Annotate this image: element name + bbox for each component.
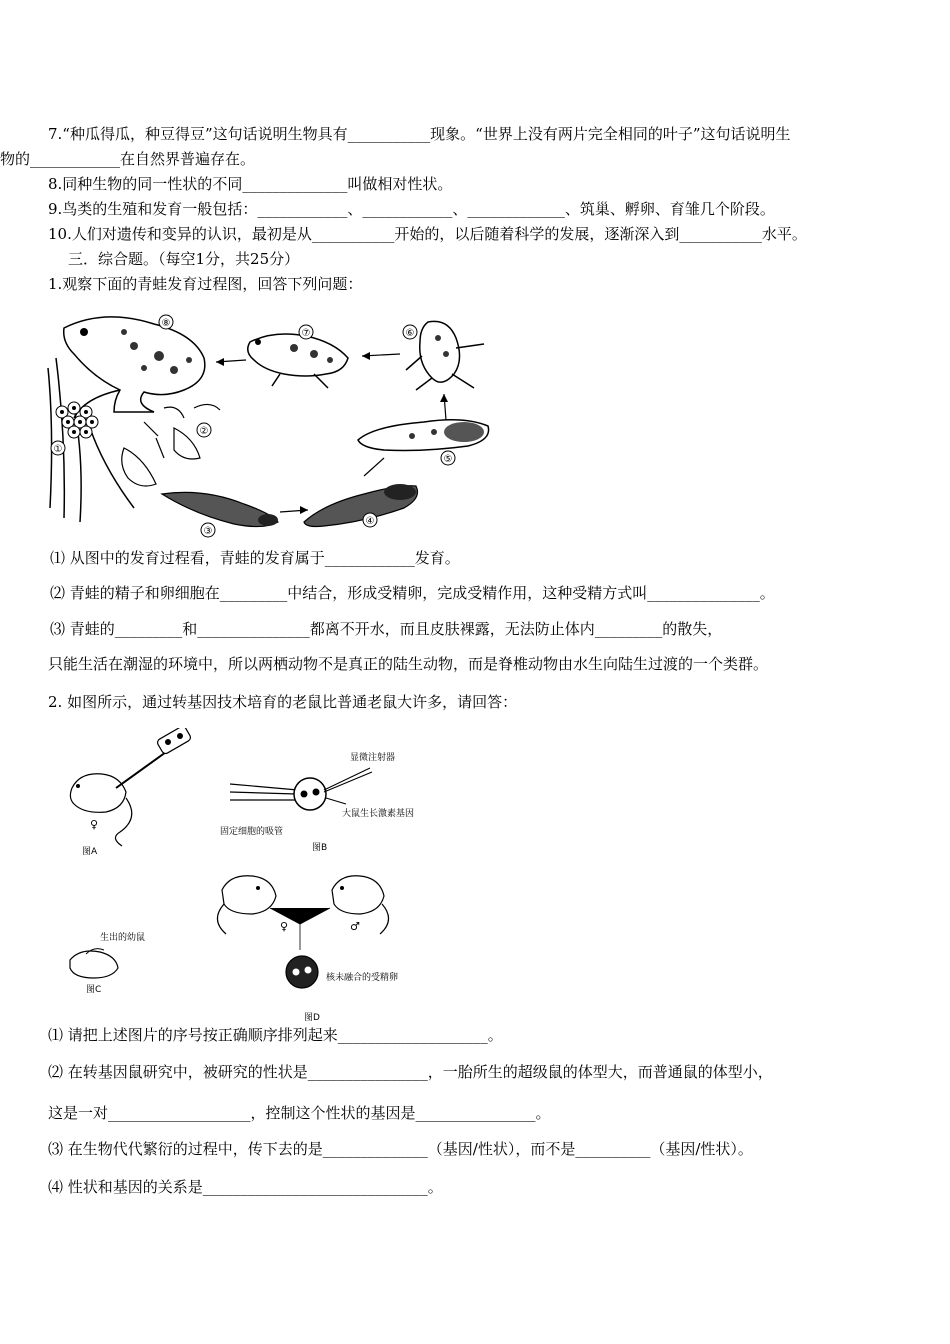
tadpole-stage-4 xyxy=(304,484,418,527)
syringe-label: 显微注射器 xyxy=(350,753,396,763)
problem1-q1: ⑴ 从图中的发育过程看，青蛙的发育属于____________发育。 xyxy=(50,549,460,567)
q7-line-b: 物的____________在自然界普遍存在。 xyxy=(0,150,256,168)
figure-d-parents-and-egg xyxy=(217,876,388,988)
problem1-q3-cont: 只能生活在潮湿的环境中，所以两栖动物不是真正的陆生动物，而是脊椎动物由水生向陆生过渡的一个类群。 xyxy=(48,655,769,673)
figure-a-mouse-injection xyxy=(70,728,191,846)
young-frog-illustration xyxy=(248,334,348,388)
figure-b-label: 图B xyxy=(312,843,328,853)
figure-c-pups xyxy=(70,949,118,978)
frog-label-3: ③ xyxy=(203,526,213,537)
unfused-egg-label: 核未融合的受精卵 xyxy=(326,973,399,983)
growth-gene-label: 大鼠生长激素基因 xyxy=(342,809,415,819)
frog-label-5: ⑤ xyxy=(443,454,453,465)
figure-b-microinjection xyxy=(230,768,372,810)
problem1-q3: ⑶ 青蛙的_________和_______________都离不开水，而且皮肤裸露，无法防止体内_________的散失， xyxy=(50,620,723,638)
adult-frog-illustration xyxy=(64,317,205,418)
problem1-title: 1.观察下面的青蛙发育过程图，回答下列问题： xyxy=(48,275,363,293)
problem2-q3: ⑶ 在生物代代繁衍的过程中，传下去的是______________（基因/性状），而不是__________（基因/性状）。 xyxy=(48,1140,753,1158)
q10-line: 10.人们对遗传和变异的认识，最初是从___________开始的，以后随着科学的发展，逐渐深入到___________水平。 xyxy=(48,225,807,243)
tadpole-stage-5 xyxy=(358,420,489,451)
figure-a-female-symbol: ♀ xyxy=(90,818,99,831)
problem1-q2: ⑵ 青蛙的精子和卵细胞在_________中结合，形成受精卵，完成受精作用，这种受精方式叫_______________。 xyxy=(50,584,775,602)
q8-line: 8.同种生物的同一性状的不同______________叫做相对性状。 xyxy=(48,175,453,193)
transgenic-mouse-figure xyxy=(60,728,440,1026)
problem2-q1: ⑴ 请把上述图片的序号按正确顺序排列起来____________________。 xyxy=(48,1026,503,1044)
tadpole-stage-3 xyxy=(162,492,278,526)
figure-d-female-symbol: ♀ xyxy=(280,920,289,933)
frog-label-1: ① xyxy=(53,444,63,455)
pipette-label: 固定细胞的吸管 xyxy=(220,827,284,837)
frog-label-7: ⑦ xyxy=(301,328,311,339)
figure-c-label: 图C xyxy=(86,985,102,995)
figure-d-label: 图D xyxy=(304,1013,320,1023)
frog-label-8: ⑧ xyxy=(161,318,171,329)
problem2-title: 2. 如图所示，通过转基因技术培育的老鼠比普通老鼠大许多，请回答： xyxy=(48,693,518,711)
problem2-q4: ⑷ 性状和基因的关系是______________________________。 xyxy=(48,1178,443,1196)
frog-label-2: ② xyxy=(199,426,209,437)
frog-development-figure xyxy=(44,308,496,540)
problem2-q2a: ⑵ 在转基因鼠研究中，被研究的性状是________________，一胎所生的超级鼠的体型大，而普通鼠的体型小， xyxy=(48,1063,773,1081)
figure-a-label: 图A xyxy=(82,847,98,857)
q9-line: 9.鸟类的生殖和发育一般包括：____________、____________、_____________、筑巢、孵卵、育雏几个阶段。 xyxy=(48,200,775,218)
pups-label: 生出的幼鼠 xyxy=(100,933,146,943)
q7-line-a: 7.“种瓜得瓜，种豆得豆”这句话说明生物具有___________现象。“世界上没有两片完全相同的叶子”这句话说明生 xyxy=(48,125,791,143)
section3-heading: 三．综合题。（每空1分，共25分） xyxy=(68,250,300,268)
problem2-q2b: 这是一对___________________，控制这个性状的基因是________________。 xyxy=(48,1104,551,1122)
frog-label-4: ④ xyxy=(365,516,375,527)
figure-d-male-symbol: ♂ xyxy=(350,920,360,933)
froglet-illustration xyxy=(406,321,484,390)
frog-label-6: ⑥ xyxy=(405,328,415,339)
